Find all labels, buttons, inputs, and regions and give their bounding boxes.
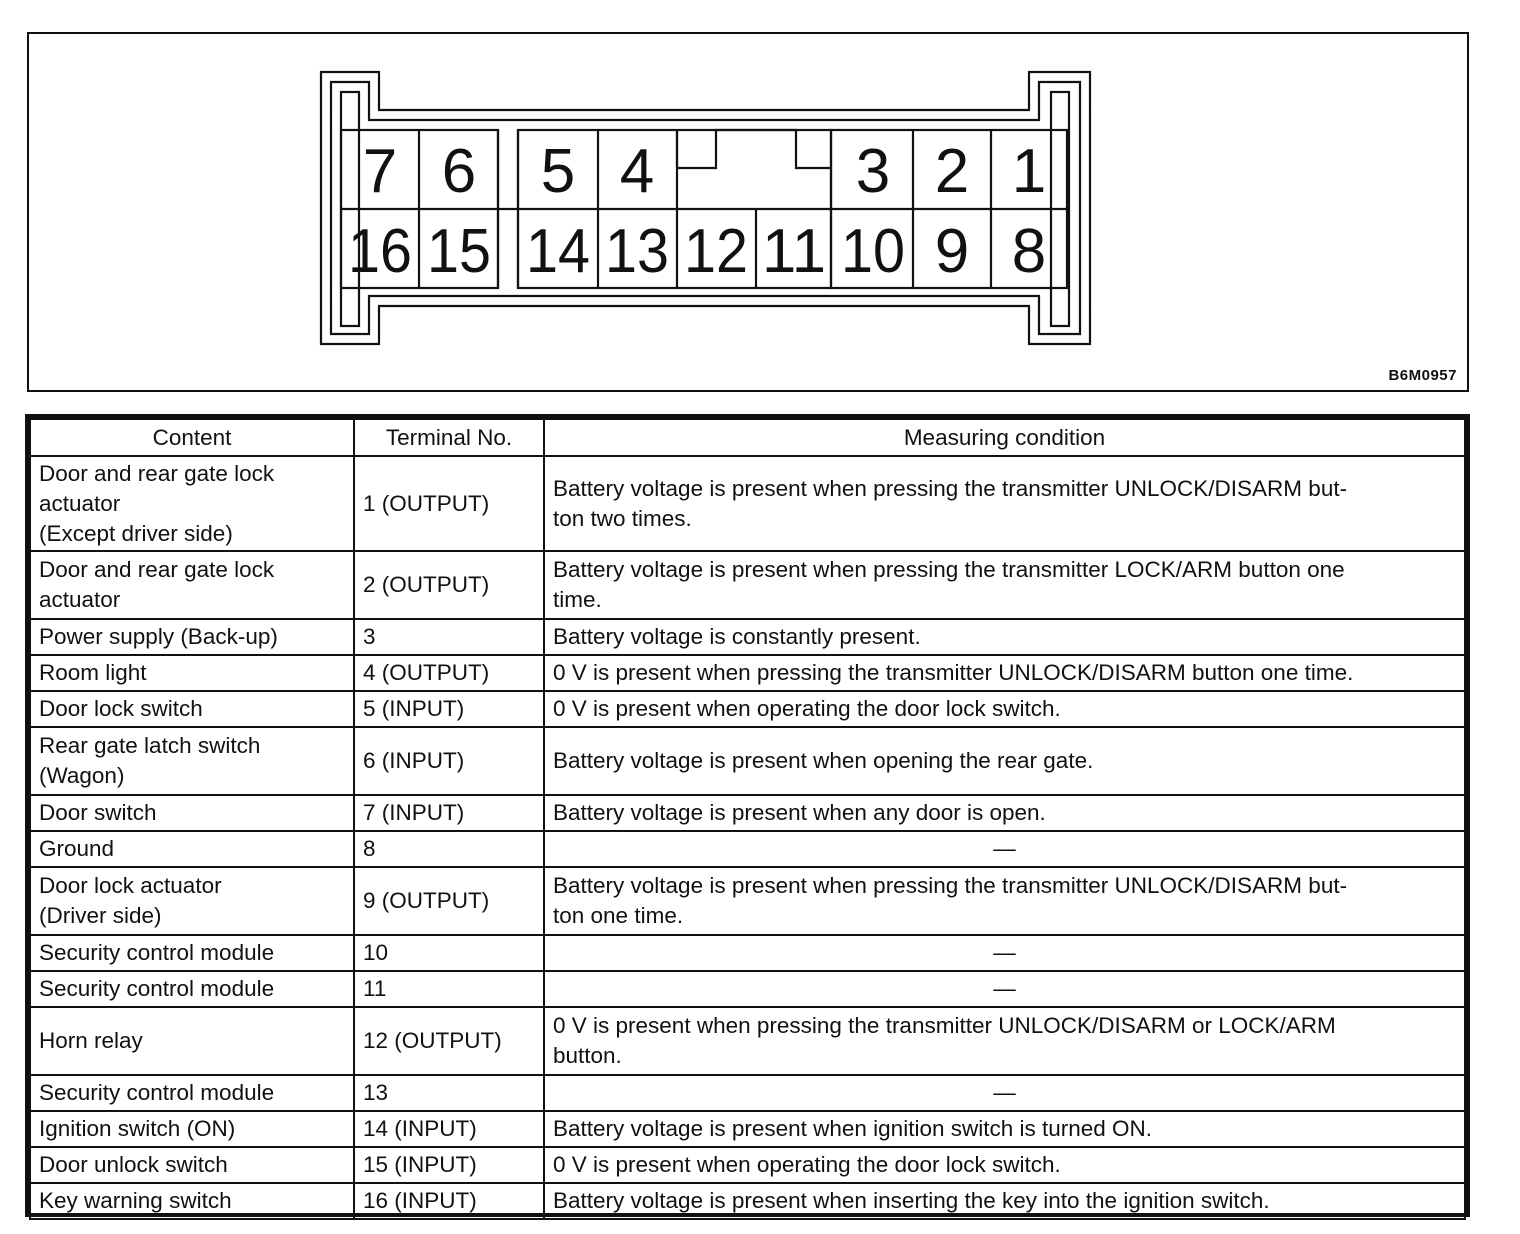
content-line: Ground bbox=[39, 836, 115, 861]
cell-terminal: 6 (INPUT) bbox=[354, 727, 544, 795]
pin-10: 10 bbox=[841, 217, 905, 286]
cell-content bbox=[30, 867, 354, 935]
table-row bbox=[30, 1183, 1465, 1219]
condition-line: time. bbox=[553, 587, 602, 612]
cell-content bbox=[30, 1111, 354, 1147]
cell-terminal: 4 (OUTPUT) bbox=[354, 655, 544, 691]
pin-13: 13 bbox=[605, 217, 669, 286]
content-line: Security control module bbox=[39, 1080, 275, 1105]
content-line: Door unlock switch bbox=[39, 1152, 228, 1177]
table-row bbox=[30, 935, 1465, 971]
cell-content bbox=[30, 971, 354, 1007]
cell-terminal: 5 (INPUT) bbox=[354, 691, 544, 727]
condition-line: Battery voltage is present when pressing the transmitter UNLOCK/DISARM but- bbox=[553, 475, 1348, 501]
table-row bbox=[30, 1111, 1465, 1147]
cell-content bbox=[30, 727, 354, 795]
condition-line: — bbox=[993, 1080, 1016, 1105]
terminal-table bbox=[25, 414, 1470, 1217]
table-row bbox=[30, 795, 1465, 831]
cell-condition bbox=[544, 551, 1465, 619]
pin-labels bbox=[348, 137, 1046, 286]
cell-condition bbox=[544, 619, 1465, 655]
cell-terminal: 10 bbox=[354, 935, 544, 971]
content-line: actuator bbox=[39, 490, 121, 516]
table-row bbox=[30, 971, 1465, 1007]
cell-condition bbox=[544, 456, 1465, 551]
table-header-row bbox=[30, 419, 1465, 456]
content-line: (Except driver side) bbox=[39, 520, 233, 546]
cell-content bbox=[30, 795, 354, 831]
pin-15: 15 bbox=[427, 217, 491, 286]
cell-terminal: 7 (INPUT) bbox=[354, 795, 544, 831]
content-line: Door and rear gate lock bbox=[39, 460, 275, 486]
cell-content bbox=[30, 655, 354, 691]
condition-line: 0 V is present when pressing the transmitter UNLOCK/DISARM or LOCK/ARM bbox=[553, 1013, 1336, 1038]
cell-condition bbox=[544, 1183, 1465, 1219]
cell-condition bbox=[544, 831, 1465, 867]
cell-condition bbox=[544, 1147, 1465, 1183]
content-line: Rear gate latch switch bbox=[39, 733, 261, 758]
condition-line: 0 V is present when operating the door lock switch. bbox=[553, 1152, 1061, 1177]
condition-line: button. bbox=[553, 1043, 622, 1068]
key-notch bbox=[677, 130, 831, 168]
cell-terminal: 9 (OUTPUT) bbox=[354, 867, 544, 935]
table-row bbox=[30, 691, 1465, 727]
cell-terminal: 11 bbox=[354, 971, 544, 1007]
table-row bbox=[30, 619, 1465, 655]
cell-content bbox=[30, 456, 354, 551]
cell-terminal: 8 bbox=[354, 831, 544, 867]
pin-11: 11 bbox=[762, 217, 826, 286]
pin-14: 14 bbox=[526, 217, 590, 286]
cell-terminal: 13 bbox=[354, 1075, 544, 1111]
table-body bbox=[30, 456, 1465, 1219]
cell-content bbox=[30, 691, 354, 727]
cell-content bbox=[30, 1183, 354, 1219]
cell-condition bbox=[544, 1007, 1465, 1075]
content-line: Door and rear gate lock bbox=[39, 557, 275, 582]
pin-6: 6 bbox=[441, 137, 477, 206]
table-row bbox=[30, 831, 1465, 867]
cell-terminal: 15 (INPUT) bbox=[354, 1147, 544, 1183]
pin-2: 2 bbox=[934, 137, 970, 206]
pin-3: 3 bbox=[855, 137, 891, 206]
condition-line: Battery voltage is present when any door is open. bbox=[553, 800, 1046, 825]
condition-line: 0 V is present when pressing the transmitter UNLOCK/DISARM button one time. bbox=[553, 660, 1354, 685]
pin-7: 7 bbox=[362, 137, 398, 206]
cell-content bbox=[30, 1147, 354, 1183]
header-content: Content bbox=[30, 419, 354, 456]
table-row bbox=[30, 655, 1465, 691]
content-line: Power supply (Back-up) bbox=[39, 624, 278, 649]
connector-diagram-frame bbox=[27, 32, 1469, 392]
pin-12: 12 bbox=[684, 217, 748, 286]
cell-condition bbox=[544, 691, 1465, 727]
content-line: Security control module bbox=[39, 976, 275, 1001]
cell-terminal: 12 (OUTPUT) bbox=[354, 1007, 544, 1075]
condition-line: Battery voltage is present when inserting the key into the ignition switch. bbox=[553, 1188, 1270, 1213]
condition-line: Battery voltage is present when ignition switch is turned ON. bbox=[553, 1116, 1153, 1141]
condition-line: Battery voltage is present when pressing the transmitter UNLOCK/DISARM but- bbox=[553, 873, 1348, 898]
cell-condition bbox=[544, 971, 1465, 1007]
content-line: Security control module bbox=[39, 940, 275, 965]
condition-line: — bbox=[993, 940, 1016, 965]
content-line: Door lock switch bbox=[39, 696, 203, 721]
condition-line: Battery voltage is constantly present. bbox=[553, 624, 921, 649]
cell-condition bbox=[544, 1111, 1465, 1147]
cell-condition bbox=[544, 655, 1465, 691]
table-row bbox=[30, 1147, 1465, 1183]
cell-condition bbox=[544, 867, 1465, 935]
table-row bbox=[30, 867, 1465, 935]
condition-line: ton two times. bbox=[553, 505, 692, 531]
table-row bbox=[30, 551, 1465, 619]
content-line: Room light bbox=[39, 660, 147, 685]
cell-content bbox=[30, 831, 354, 867]
cell-terminal: 2 (OUTPUT) bbox=[354, 551, 544, 619]
pin-8: 8 bbox=[1011, 217, 1047, 286]
content-line: (Driver side) bbox=[39, 903, 162, 928]
cell-content bbox=[30, 1075, 354, 1111]
pin-9: 9 bbox=[934, 217, 970, 286]
cell-content bbox=[30, 935, 354, 971]
header-condition: Measuring condition bbox=[544, 419, 1465, 456]
condition-line: — bbox=[993, 976, 1016, 1001]
pin-4: 4 bbox=[619, 137, 655, 206]
cell-terminal: 14 (INPUT) bbox=[354, 1111, 544, 1147]
table-row bbox=[30, 1075, 1465, 1111]
cell-content bbox=[30, 551, 354, 619]
table-row bbox=[30, 1007, 1465, 1075]
cell-terminal: 16 (INPUT) bbox=[354, 1183, 544, 1219]
pin-16: 16 bbox=[348, 217, 412, 286]
content-line: Horn relay bbox=[39, 1028, 143, 1053]
cell-content bbox=[30, 1007, 354, 1075]
cell-condition bbox=[544, 727, 1465, 795]
condition-line: — bbox=[993, 836, 1016, 861]
cell-content bbox=[30, 619, 354, 655]
table-row bbox=[30, 456, 1465, 551]
condition-line: 0 V is present when operating the door lock switch. bbox=[553, 696, 1061, 721]
content-line: Ignition switch (ON) bbox=[39, 1116, 236, 1141]
pin-1: 1 bbox=[1011, 137, 1047, 206]
condition-line: ton one time. bbox=[553, 903, 684, 928]
cell-condition bbox=[544, 935, 1465, 971]
cell-condition bbox=[544, 795, 1465, 831]
content-line: (Wagon) bbox=[39, 763, 125, 788]
content-line: Door lock actuator bbox=[39, 873, 222, 898]
figure-id: B6M0957 bbox=[1388, 367, 1457, 384]
connector-diagram bbox=[29, 34, 1467, 390]
content-line: Key warning switch bbox=[39, 1188, 232, 1213]
cell-terminal: 1 (OUTPUT) bbox=[354, 456, 544, 551]
cell-condition bbox=[544, 1075, 1465, 1111]
content-line: actuator bbox=[39, 587, 121, 612]
table-row bbox=[30, 727, 1465, 795]
condition-line: Battery voltage is present when opening the rear gate. bbox=[553, 748, 1094, 773]
pin-5: 5 bbox=[540, 137, 576, 206]
content-line: Door switch bbox=[39, 800, 157, 825]
cell-terminal: 3 bbox=[354, 619, 544, 655]
condition-line: Battery voltage is present when pressing the transmitter LOCK/ARM button one bbox=[553, 557, 1345, 582]
header-terminal: Terminal No. bbox=[354, 419, 544, 456]
